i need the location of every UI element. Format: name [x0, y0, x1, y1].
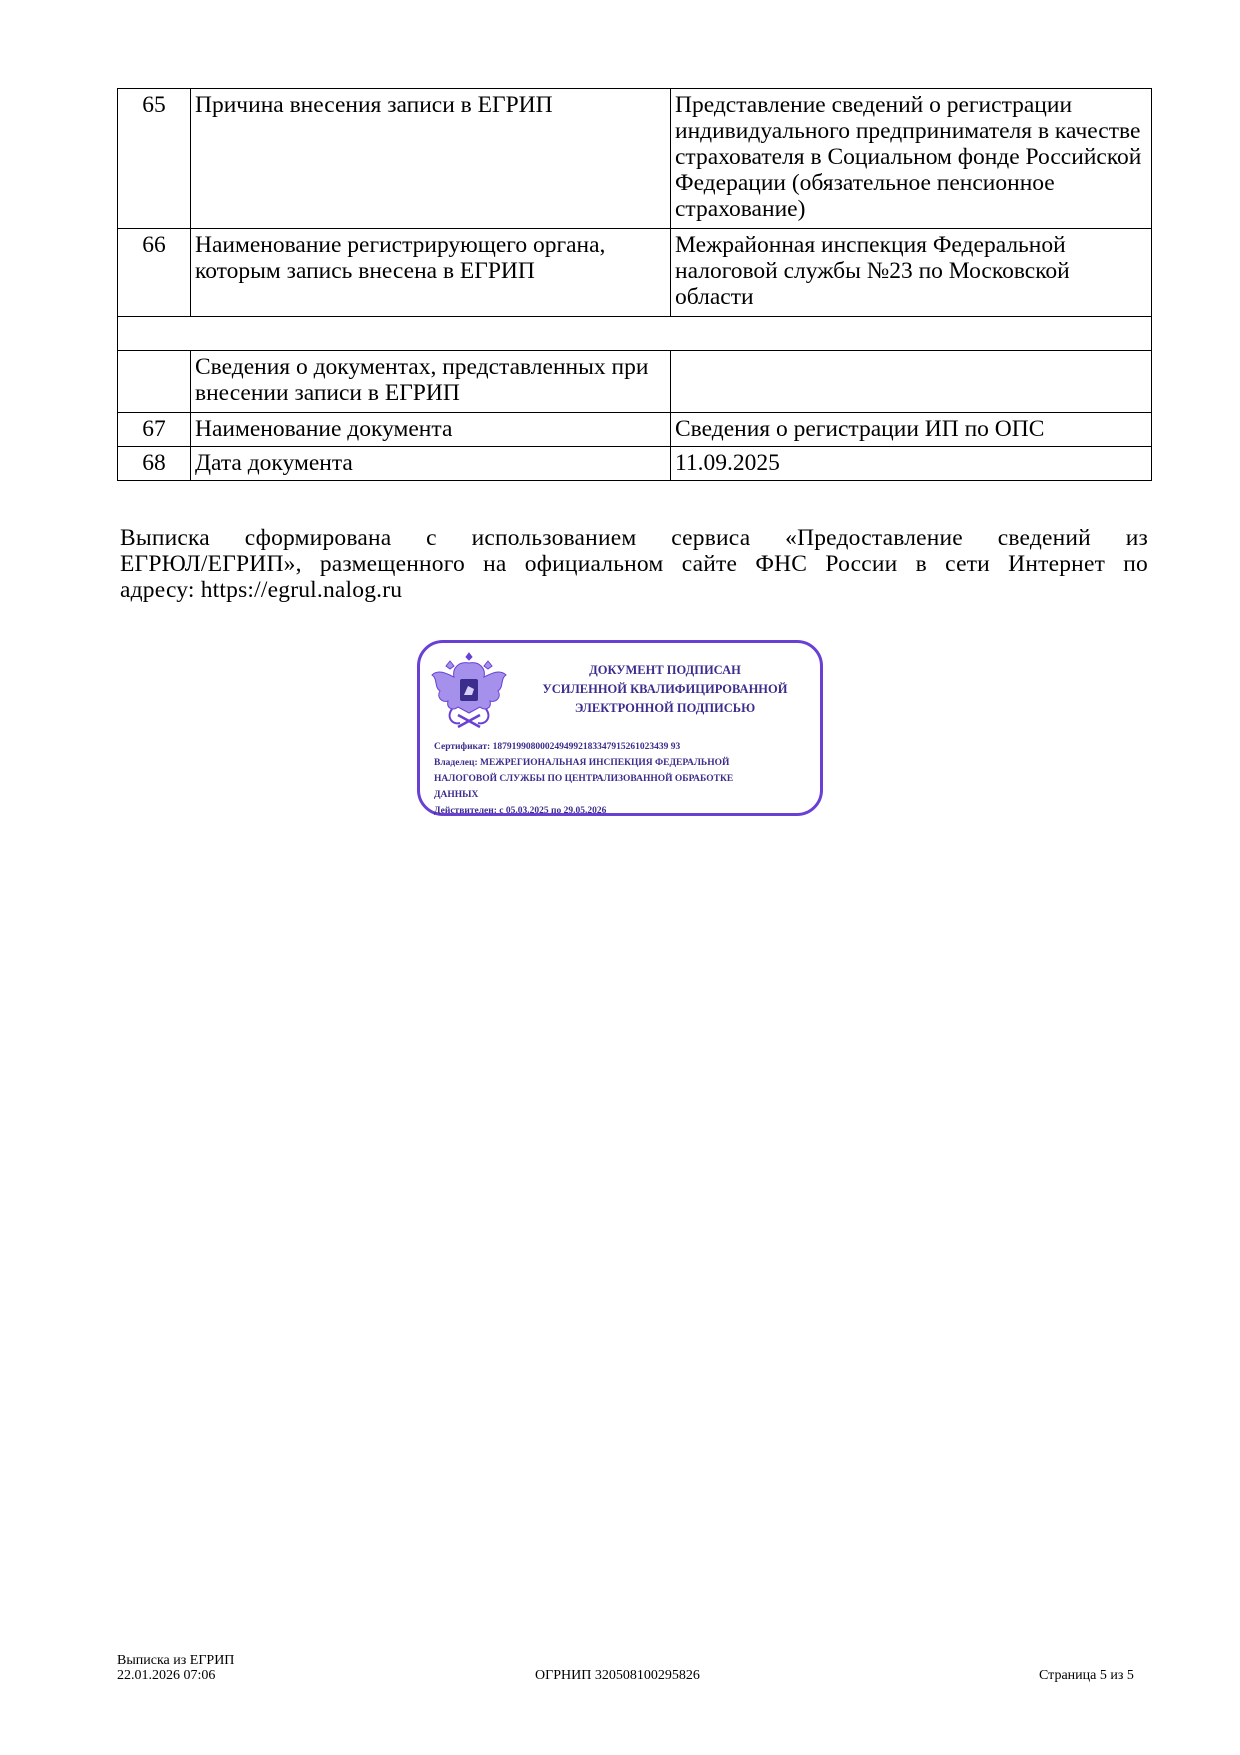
spacer-row	[118, 317, 1152, 351]
section-header-row	[118, 351, 1152, 413]
stamp-title-line: ЭЛЕКТРОННОЙ ПОДПИСЬЮ	[574, 701, 756, 715]
row-value	[671, 351, 1152, 413]
footer-left	[117, 1653, 234, 1683]
owner-line: ДАННЫХ	[434, 790, 479, 800]
footer-doc-title: Выписка из ЕГРИП	[117, 1653, 235, 1668]
coat-of-arms-icon	[428, 649, 510, 733]
stamp-title-line: ДОКУМЕНТ ПОДПИСАН	[589, 663, 741, 677]
footer-datetime: 22.01.2026 07:06	[117, 1668, 216, 1683]
row-label: Наименование регистрирующего органа, которым запись внесена в ЕГРИП	[191, 229, 671, 317]
spacer-cell	[118, 317, 1152, 351]
source-note-line: ЕГРЮЛ/ЕГРИП», размещенного на официальном сайте ФНС России в сети Интернет по	[120, 551, 1148, 577]
table-row	[118, 229, 1152, 317]
electronic-signature-stamp	[417, 640, 823, 816]
row-number: 65	[118, 89, 191, 229]
row-number: 66	[118, 229, 191, 317]
owner-line: Владелец: МЕЖРЕГИОНАЛЬНАЯ ИНСПЕКЦИЯ ФЕДЕРАЛЬНОЙ	[434, 758, 730, 768]
validity-period: Действителен: с 05.03.2025 по 29.05.2026	[434, 806, 607, 816]
row-value: Сведения о регистрации ИП по ОПС	[671, 413, 1152, 447]
table-row	[118, 413, 1152, 447]
source-note	[120, 525, 1148, 603]
row-label: Причина внесения записи в ЕГРИП	[191, 89, 671, 229]
stamp-title-line: УСИЛЕННОЙ КВАЛИФИЦИРОВАННОЙ	[542, 682, 788, 696]
stamp-title	[520, 661, 810, 718]
owner-line: НАЛОГОВОЙ СЛУЖБЫ ПО ЦЕНТРАЛИЗОВАННОЙ ОБРАБОТКЕ	[434, 774, 734, 784]
section-header-label: Сведения о документах, представленных при внесении записи в ЕГРИП	[191, 351, 671, 413]
footer-ogrnip: ОГРНИП 320508100295826	[535, 1668, 700, 1683]
egrip-record-table	[117, 88, 1152, 481]
row-label: Дата документа	[191, 447, 671, 481]
row-number: 67	[118, 413, 191, 447]
table-row	[118, 89, 1152, 229]
row-value: Представление сведений о регистрации индивидуального предпринимателя в качестве страхователя в Социальном фонде Российской Федерации (обязательное пенсионное страхование)	[671, 89, 1152, 229]
row-number: 68	[118, 447, 191, 481]
source-note-line: Выписка сформирована с использованием сервиса «Предоставление сведений из	[120, 525, 1148, 551]
row-value: Межрайонная инспекция Федеральной налоговой службы №23 по Московской области	[671, 229, 1152, 317]
stamp-details	[434, 739, 814, 819]
table-row	[118, 447, 1152, 481]
row-value: 11.09.2025	[671, 447, 1152, 481]
footer-page-number: Страница 5 из 5	[1039, 1668, 1134, 1683]
row-label: Наименование документа	[191, 413, 671, 447]
row-number	[118, 351, 191, 413]
source-note-link-line: адресу: https://egrul.nalog.ru	[120, 577, 403, 603]
certificate-number: Сертификат: 1879199080002494992183347915261023439 93	[434, 742, 681, 752]
